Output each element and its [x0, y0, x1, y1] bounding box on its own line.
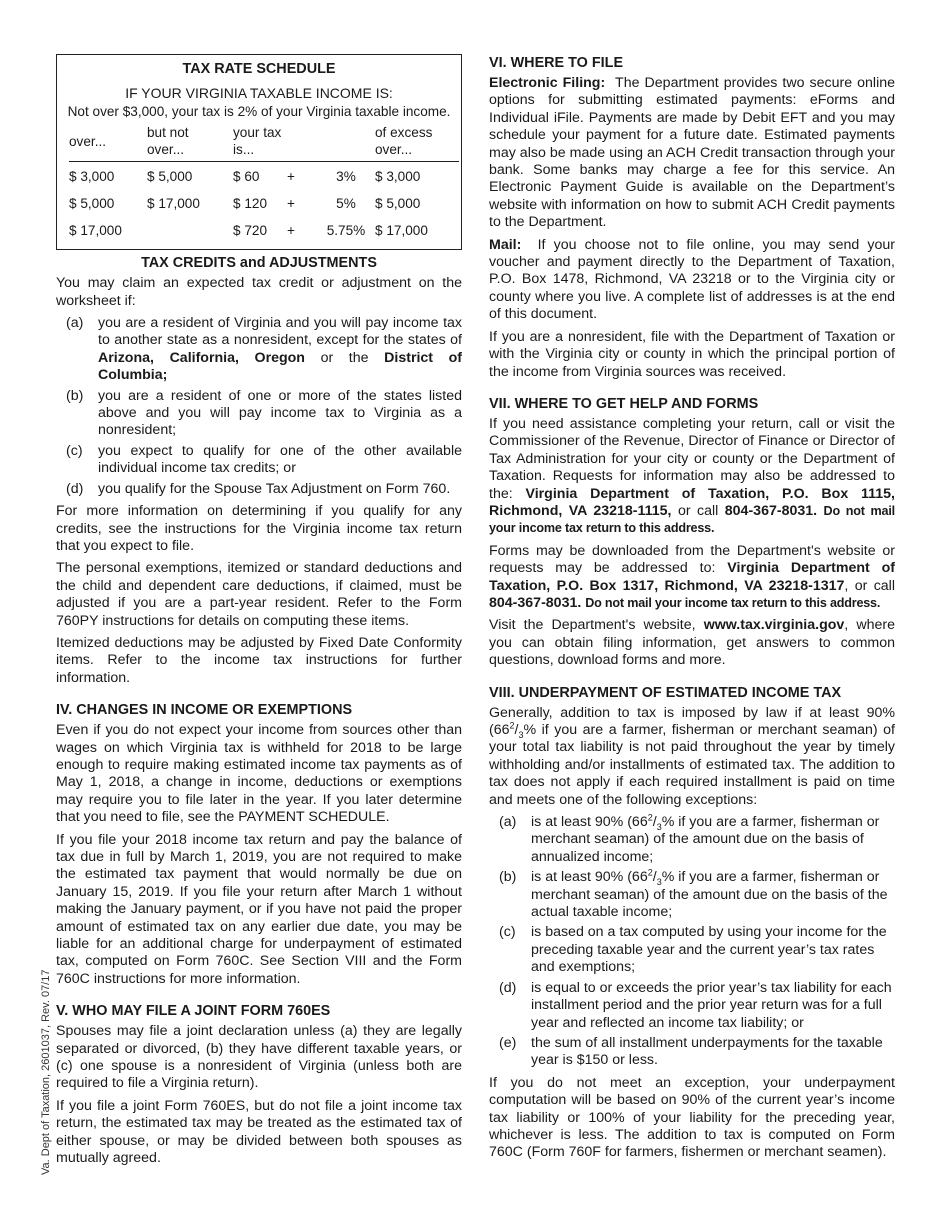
credits-list — [56, 315, 462, 498]
section-v-paragraph: If you file a joint Form 760ES, but do not file a joint income tax return, the estimated tax may be treated as the estimated tax of either spouse, or may be divided between both spouses as mutually agreed. — [56, 1097, 462, 1167]
list-item-label: (a) — [499, 814, 517, 831]
fraction-denominator: 3 — [656, 821, 662, 832]
underpayment-intro-a: Generally, addition to tax is imposed by law if at least 90% (66 — [489, 704, 895, 738]
table-cell: $ 5,000 — [69, 196, 115, 212]
table-row — [69, 189, 459, 216]
credits-heading: TAX CREDITS and ADJUSTMENTS — [141, 255, 377, 272]
section-iv-heading: IV. CHANGES IN INCOME OR EXEMPTIONS — [56, 702, 353, 719]
table-cell: $ 17,000 — [375, 223, 428, 239]
fraction-numerator: 2 — [647, 867, 653, 878]
list-item-text — [98, 315, 462, 385]
table-cell: 5% — [336, 196, 356, 212]
credit-a-dc: District of Columbia; — [98, 349, 463, 384]
table-cell: 5.75% — [326, 223, 366, 239]
col-header-plus — [287, 124, 317, 162]
table-cell: $ 5,000 — [375, 196, 421, 212]
list-item-label: (a) — [66, 315, 84, 332]
table-cell — [147, 216, 233, 243]
table-cell: $ 17,000 — [147, 196, 200, 212]
mail-text: If you choose not to file online, you may send your voucher and payment directly to the Department of Taxation, P.O. Box 1478, Richmond, VA 23218 or to the Virginia city or county where you live. A complete list of addresses is at the end of this document. — [489, 236, 896, 323]
exception-b-text-end: % if you are a farmer, fisherman or merchant seaman) of the amount due on the basis of the actual taxable income; — [531, 869, 888, 921]
list-item-text: you are a resident of one or more of the states listed above and you will pay income tax to Virginia as a nonresident; — [98, 387, 462, 439]
credits-paragraph: For more information on determining if you qualify for any credits, see the instructions for the Virginia income tax return that you expect to file. — [56, 503, 462, 554]
list-item-text: is at least 90% ($66^2/_3\%$ if you are a farmer, fisherman or merchant seaman) of the amount due on the basis of annualized income; — [531, 812, 880, 865]
fraction-denominator: 3 — [656, 877, 662, 888]
table-cell: $ 720 — [233, 223, 268, 239]
help-text: If you need assistance completing your return, call or visit the Commissioner of the Revenue, Director of Finance or Director of Tax Administration for your city or county or the Department of Taxation. Requests for information may also be addressed to the: — [489, 415, 895, 502]
credit-a-or: or the — [320, 349, 369, 366]
tax-rate-schedule-box — [56, 54, 462, 250]
section-vii-heading: VII. WHERE TO GET HELP AND FORMS — [489, 395, 759, 412]
forms-mail-note: Do not mail your income tax return to this address. — [585, 595, 881, 610]
credits-paragraph: The personal exemptions, itemized or standard deductions and the child and dependent care deductions, if claimed, must be adjusted if you are a part-year resident. Refer to the Form 760PY instructions for details on computing these items. — [56, 560, 462, 629]
right-column — [489, 54, 895, 1167]
left-column — [56, 54, 462, 1173]
list-item — [489, 924, 895, 976]
list-item-label: (c) — [499, 924, 516, 941]
underpayment-intro-b: % if you are a farmer, fisherman or merchant seaman) of your total tax liability is not paid throughout the year by timely withholding and/or installments of estimated tax. The addition to tax does not apply if each required installment is paid on time and meets one of the following exceptions: — [489, 722, 895, 808]
table-cell: + — [287, 223, 295, 239]
table-cell: $ 120 — [233, 196, 268, 212]
col-header-your-tax: your tax is... — [233, 124, 287, 162]
list-item-label: (d) — [499, 979, 517, 996]
list-item — [489, 869, 895, 921]
list-item-text: the sum of all installment underpayments for the taxable year is $150 or less. — [531, 1034, 883, 1069]
list-item — [56, 481, 462, 498]
form-revision-note: Va. Dept of Taxation, 2601037, Rev. 07/17 — [40, 969, 52, 1175]
list-item-label: (b) — [66, 387, 84, 404]
list-item — [56, 443, 462, 478]
credit-a-states: Arizona, California, Oregon — [98, 349, 305, 366]
col-header-over: over... — [69, 124, 147, 162]
table-cell: $ 3,000 — [375, 169, 421, 185]
tax-rate-schedule-title: TAX RATE SCHEDULE — [182, 61, 336, 77]
col-header-but-not-over: but not over... — [147, 124, 233, 162]
table-cell: $ 3,000 — [69, 169, 115, 185]
underpayment-intro: Generally, addition to tax is imposed by law if at least 90% ($66^2/_3\%$ if you are a farmer, fisherman or merchant seaman) of your total tax liability is not paid throughout the year by timely withholding and/or installments of estimated tax. The addition to tax does not apply if each required installment is paid on time and meets one of the following exceptions: — [489, 704, 895, 808]
credit-a-text: you are a resident of Virginia and you will pay income tax to another state as a nonresident, except for the states of — [98, 315, 462, 349]
credits-paragraph: Itemized deductions may be adjusted by Fixed Date Conformity items. Refer to the income tax instructions for further information. — [56, 634, 462, 686]
exception-a-text-end: % if you are a farmer, fisherman or merchant seaman) of the amount due on the basis of annualized income; — [531, 814, 880, 865]
table-row — [69, 216, 459, 243]
electronic-filing-text: The Department provides two secure online options for submitting estimated payments: eForms and Individual iFile. Payments are made by Debit EFT and you may schedule your payment for a future date. Estimated payments may also be made using an ACH Credit transaction through your bank. Some banks may charge a fee for this service. An Electronic Payment Guide is available on the Department’s website with information on how to submit ACH Credit payments to the Department. — [489, 75, 895, 231]
list-item-text: is at least 90% ($66^2/_3\%$ if you are a farmer, fisherman or merchant seaman) of the amount due on the basis of the actual taxable income; — [531, 867, 888, 921]
list-item — [489, 980, 895, 1032]
exceptions-list — [489, 814, 895, 1070]
section-vi-heading: VI. WHERE TO FILE — [489, 55, 624, 71]
tax-rate-header-row — [69, 124, 459, 162]
list-item — [56, 388, 462, 440]
list-item-label: (d) — [66, 480, 84, 497]
help-or-call: or call — [677, 502, 719, 519]
help-paragraph — [489, 416, 895, 538]
mail-label: Mail: — [489, 236, 522, 253]
list-item-label: (b) — [499, 869, 517, 886]
forms-text: Forms may be downloaded from the Department's website or requests may be addressed to: — [489, 542, 895, 577]
list-item-text: is based on a tax computed by using your income for the preceding taxable year and the current year’s tax rates and exemptions; — [531, 924, 887, 976]
list-item — [489, 814, 895, 866]
list-item — [56, 315, 462, 385]
section-v-heading: V. WHO MAY FILE A JOINT FORM 760ES — [56, 1003, 331, 1020]
forms-address: Virginia Department of Taxation, P.O. Box 1317, Richmond, VA 23218-1317 — [489, 560, 895, 594]
section-v-paragraph: Spouses may file a joint declaration unless (a) they are legally separated or divorced, (b) they have different taxable years, or (c) one spouse is a nonresident of Virginia (unless both are required to file a Virginia return). — [56, 1023, 462, 1092]
forms-paragraph — [489, 543, 895, 613]
exception-b-text: is at least 90% (66 — [531, 869, 648, 886]
electronic-filing-label: Electronic Filing: — [489, 75, 606, 91]
underpayment-closing: If you do not meet an exception, your underpayment computation will be based on 90% of the current year’s income tax liability or 100% of your liability for the preceding year, whichever is less. The addition to tax is computed on Form 760C (Form 760F for farmers, fishermen or merchant seamen). — [489, 1074, 895, 1161]
mail-paragraph — [489, 237, 895, 324]
tax-rate-schedule-note: Not over $3,000, your tax is 2% of your Virginia taxable income. — [67, 103, 451, 119]
table-cell: $ 60 — [233, 169, 260, 185]
exception-a-text: is at least 90% (66 — [531, 814, 648, 831]
list-item-label: (c) — [66, 442, 83, 459]
electronic-filing-paragraph — [489, 75, 895, 232]
forms-phone: 804-367-8031. — [489, 594, 582, 611]
forms-or-call: , or call — [844, 577, 895, 594]
help-address: Virginia Department of Taxation, P.O. Box 1115, Richmond, VA 23218-1115, — [489, 485, 895, 519]
website-text-end: , where you can obtain filing information, get answers to common questions, download forms and more. — [489, 617, 895, 669]
table-cell: + — [287, 169, 295, 185]
help-mail-note: Do not mail your income tax return to this address. — [489, 503, 895, 536]
credits-intro: You may claim an expected tax credit or adjustment on the worksheet if: — [56, 275, 462, 309]
col-header-rate — [317, 124, 375, 162]
table-cell: $ 17,000 — [69, 223, 122, 239]
table-cell: + — [287, 196, 295, 212]
fraction-numerator: 2 — [509, 720, 515, 731]
section-iv-paragraph: If you file your 2018 income tax return and pay the balance of tax due in full by March 1, 2019, you are not required to make the estimated tax payment that would normally be due on January 15, 2019. If you file your return after March 1 without making the January payment, or if you have not paid the proper amount of estimated tax on any earlier due date, you may be liable for an additional charge for underpayment of estimated tax, computed on Form 760C. See Section VIII and the Form 760C instructions for more information. — [56, 831, 462, 987]
list-item-text: is equal to or exceeds the prior year’s tax liability for each installment period and the prior year return was for a full year and reflected an income tax liability; or — [531, 979, 892, 1031]
col-header-excess: of excess over... — [375, 124, 459, 162]
section-viii-heading: VIII. UNDERPAYMENT OF ESTIMATED INCOME TAX — [489, 684, 842, 701]
list-item-text: you qualify for the Spouse Tax Adjustment on Form 760. — [98, 480, 451, 497]
table-cell: 3% — [336, 169, 356, 185]
list-item-label: (e) — [499, 1034, 517, 1051]
list-item-text: you expect to qualify for one of the other available individual income tax credits; or — [98, 442, 462, 477]
website-paragraph — [489, 617, 895, 669]
fraction-numerator: 2 — [647, 812, 653, 823]
table-row — [69, 162, 459, 190]
nonresident-paragraph: If you are a nonresident, file with the Department of Taxation or with the Virginia city or county in which the principal portion of the income from Virginia sources was received. — [489, 328, 895, 380]
tax-rate-table — [69, 124, 459, 243]
tax-rate-schedule-subtitle: IF YOUR VIRGINIA TAXABLE INCOME IS: — [125, 85, 393, 102]
fraction-denominator: 3 — [518, 729, 524, 740]
help-phone: 804-367-8031. — [724, 502, 818, 519]
section-iv-paragraph: Even if you do not expect your income from sources other than wages on which Virginia tax is withheld for 2018 to be large enough to require making estimated income tax payments as of May 1, 2018, a change in income, deductions or exemptions may require you to file later in the year. If you later determine that you need to file, see the PAYMENT SCHEDULE. — [56, 722, 462, 826]
table-cell: $ 5,000 — [147, 169, 193, 185]
list-item — [489, 1035, 895, 1070]
website-link[interactable]: www.tax.virginia.gov — [703, 617, 845, 634]
website-text: Visit the Department's website, — [489, 617, 696, 634]
